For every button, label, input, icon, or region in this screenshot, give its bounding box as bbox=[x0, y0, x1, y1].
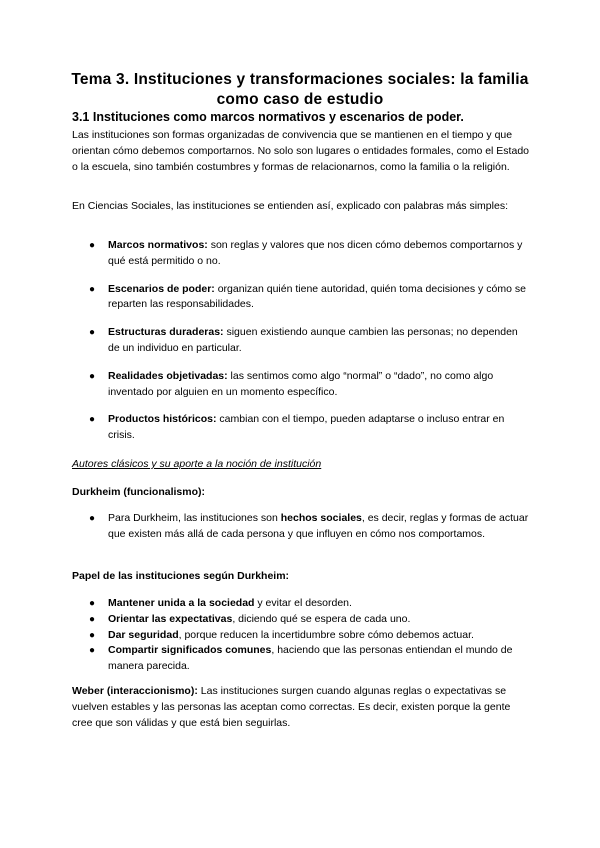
bullet-icon: ● bbox=[89, 613, 96, 625]
durkheim-text-bold: hechos sociales bbox=[280, 512, 362, 524]
role-text: , diciendo qué se espera de cada uno. bbox=[232, 612, 411, 625]
feature-text: organizan quién tiene autoridad, quién toma decisiones y cómo se reparten las responsabilidades. bbox=[108, 282, 526, 311]
list-item bbox=[72, 412, 532, 444]
role-term: Orientar las expectativas bbox=[108, 612, 233, 625]
bullet-icon: ● bbox=[89, 240, 96, 251]
feature-term: Productos históricos: bbox=[108, 413, 217, 426]
list-item bbox=[72, 369, 532, 401]
list-item bbox=[72, 238, 532, 270]
bullet-icon: ● bbox=[89, 414, 96, 426]
list-item bbox=[72, 511, 532, 543]
bullet-icon: ● bbox=[89, 629, 96, 641]
list-item bbox=[72, 612, 532, 628]
durkheim-heading: Durkheim (funcionalismo): bbox=[72, 486, 206, 498]
feature-term: Estructuras duraderas: bbox=[108, 326, 224, 339]
bullet-icon: ● bbox=[89, 283, 96, 295]
durkheim-text-a: Para Durkheim, las instituciones son bbox=[108, 512, 281, 524]
bullet-icon: ● bbox=[89, 645, 96, 657]
list-item bbox=[72, 596, 532, 612]
role-term: Mantener unida a la sociedad bbox=[108, 597, 255, 609]
feature-text: las sentimos como algo “normal” o “dado”, no como algo inventado por alguien en un momento específico. bbox=[108, 369, 494, 398]
list-item bbox=[72, 282, 532, 314]
bullet-icon: ● bbox=[89, 370, 96, 382]
feature-text: son reglas y valores que nos dicen cómo debemos comportarnos y qué está permitido o no. bbox=[108, 239, 523, 267]
weber-text: Las instituciones surgen cuando algunas reglas o expectativas se vuelven estables y las personas las aceptan como correctas. Es decir, existen porque la gente cree que son válidas y que está bien seguirlas. bbox=[72, 685, 511, 729]
durkheim-list bbox=[72, 511, 532, 543]
durkheim-text-b: , es decir, reglas y formas de actuar que existen más allá de cada persona y que influyen en cómo nos comportamos. bbox=[108, 512, 529, 540]
roles-heading: Papel de las instituciones según Durkheim: bbox=[72, 570, 290, 582]
authors-subtitle: Autores clásicos y su aporte a la noción de institución bbox=[72, 458, 322, 470]
bullet-icon: ● bbox=[89, 513, 96, 524]
role-text: , porque reducen la incertidumbre sobre cómo debemos actuar. bbox=[178, 628, 474, 641]
weber-term: Weber (interaccionismo): bbox=[72, 685, 198, 697]
features-list bbox=[72, 238, 532, 456]
bullet-icon: ● bbox=[89, 327, 96, 339]
role-text: , haciendo que las personas entiendan el mundo de manera parecida. bbox=[108, 644, 513, 673]
list-item bbox=[72, 628, 532, 644]
intro-paragraph: Las instituciones son formas organizadas de convivencia que se mantienen en el tiempo y que orientan cómo debemos comportarnos. No solo son lugares o entidades formales, como el Estado o la escuela, sino también costumbres y formas de relacionarnos, como la familia o la religión. bbox=[72, 129, 529, 173]
weber-paragraph bbox=[72, 684, 532, 731]
role-term: Compartir significados comunes bbox=[108, 644, 272, 657]
bullet-icon: ● bbox=[89, 598, 96, 609]
role-text: y evitar el desorden. bbox=[254, 597, 352, 609]
definition-intro: En Ciencias Sociales, las instituciones se entienden así, explicado con palabras más simples: bbox=[72, 200, 508, 212]
feature-term: Marcos normativos: bbox=[108, 239, 208, 251]
feature-term: Realidades objetivadas: bbox=[108, 369, 228, 382]
list-item bbox=[72, 643, 532, 675]
feature-term: Escenarios de poder: bbox=[108, 282, 215, 295]
roles-list bbox=[72, 596, 532, 675]
role-term: Dar seguridad bbox=[108, 628, 179, 641]
feature-text: cambian con el tiempo, pueden adaptarse o incluso entrar en crisis. bbox=[108, 413, 505, 442]
feature-text: siguen existiendo aunque cambien las personas; no dependen de un individuo en particular. bbox=[108, 326, 518, 354]
section-heading: 3.1 Instituciones como marcos normativos y escenarios de poder. bbox=[72, 110, 464, 124]
document-title: Tema 3. Instituciones y transformaciones sociales: la familia como caso de estudio bbox=[71, 71, 529, 108]
list-item bbox=[72, 325, 532, 357]
